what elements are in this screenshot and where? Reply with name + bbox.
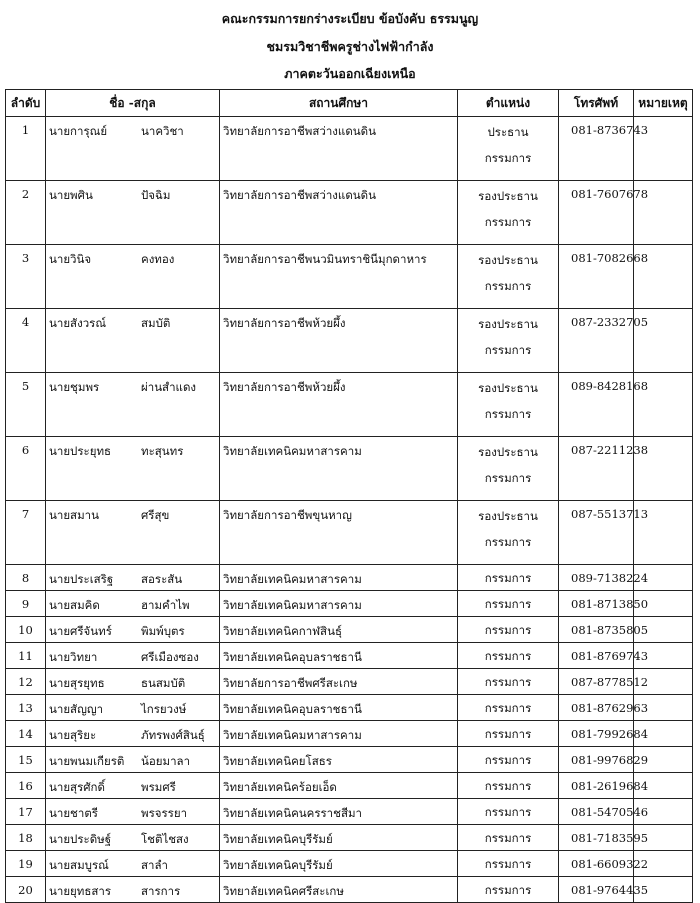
position [458,501,559,565]
table-row [6,617,693,643]
member-name [46,245,220,309]
position [458,591,559,617]
first-name: นายการุณย์ [49,124,108,138]
table-row [6,501,693,565]
member-name [46,799,220,825]
first-name: นายประยุทธ [49,444,112,458]
table-row [6,799,693,825]
table-row [6,695,693,721]
school-name: วิทยาลัยเทคนิคมหาสารคาม [220,437,458,501]
school-name: วิทยาลัยการอาชีพสว่างแดนดิน [220,117,458,181]
row-number: 9 [6,591,46,617]
first-name: นายสมาน [49,508,99,522]
row-number: 14 [6,721,46,747]
school-name: วิทยาลัยการอาชีพสว่างแดนดิน [220,181,458,245]
first-name: นายพนมเกียรติ [49,754,125,768]
position-line-1: ประธาน [487,125,529,139]
position-line-1: กรรมการ [484,649,532,663]
committee-table [5,89,693,903]
row-number: 13 [6,695,46,721]
position-line-1: กรรมการ [484,883,532,897]
phone-number: 087-8778512 [559,669,634,695]
row-number: 6 [6,437,46,501]
position [458,617,559,643]
member-name [46,669,220,695]
phone-number: 089-8428168 [559,373,634,437]
position-line-2: กรรมการ [484,151,532,165]
member-name [46,501,220,565]
phone-number: 081-7992684 [559,721,634,747]
position-line-1: รองประธาน [478,509,538,523]
first-name: นายชาตรี [49,806,98,820]
column-header-position: ตำแหน่ง [458,90,559,117]
phone-number: 081-5470546 [559,799,634,825]
row-number: 17 [6,799,46,825]
position [458,877,559,903]
phone-number: 081-8769743 [559,643,634,669]
position-line-1: กรรมการ [484,831,532,845]
phone-number: 081-8735805 [559,617,634,643]
last-name: สารการ [141,884,181,898]
member-name [46,565,220,591]
member-name [46,309,220,373]
position-line-2: กรรมการ [484,279,532,293]
first-name: นายสังวรณ์ [49,316,106,330]
position-line-2: กรรมการ [484,535,532,549]
school-name: วิทยาลัยเทคนิคอุบลราชธานี [220,695,458,721]
member-name [46,373,220,437]
school-name: วิทยาลัยเทคนิคยโสธร [220,747,458,773]
first-name: นายยุทธสาร [49,884,112,898]
position [458,117,559,181]
last-name: ศรีสุข [141,508,170,522]
member-name [46,437,220,501]
school-name: วิทยาลัยการอาชีพนวมินทราชินีมุกดาหาร [220,245,458,309]
member-name [46,643,220,669]
row-number: 12 [6,669,46,695]
table-row [6,591,693,617]
phone-number: 081-9976829 [559,747,634,773]
school-name: วิทยาลัยการอาชีพห้วยผึ้ง [220,373,458,437]
table-row [6,437,693,501]
table-row [6,851,693,877]
position-line-1: กรรมการ [484,779,532,793]
school-name: วิทยาลัยเทคนิคนครราชสีมา [220,799,458,825]
position [458,643,559,669]
first-name: นายพศิน [49,188,93,202]
first-name: นายสัญญา [49,702,104,716]
school-name: วิทยาลัยเทคนิคมหาสารคาม [220,721,458,747]
column-header-order: ลำดับ [6,90,46,117]
phone-number: 081-2619684 [559,773,634,799]
table-row [6,309,693,373]
member-name [46,591,220,617]
table-row [6,877,693,903]
last-name: ศรีเมืองซอง [141,650,199,664]
school-name: วิทยาลัยเทคนิคศรีสะเกษ [220,877,458,903]
phone-number: 087-5513713 [559,501,634,565]
position [458,695,559,721]
phone-number: 087-2211238 [559,437,634,501]
position-line-1: กรรมการ [484,753,532,767]
document-title: คณะกรรมการยกร่างระเบียบ ข้อบังคับ ธรรมนูญ [221,11,479,26]
last-name: โชติไชสง [141,832,189,846]
position [458,565,559,591]
position-line-1: กรรมการ [484,701,532,715]
school-name: วิทยาลัยเทคนิคกาฬสินธุ์ [220,617,458,643]
first-name: นายสุรยุทธ [49,676,105,690]
table-row [6,721,693,747]
table-row [6,245,693,309]
position-line-1: กรรมการ [484,727,532,741]
member-name [46,617,220,643]
position-line-1: รองประธาน [478,253,538,267]
position [458,851,559,877]
phone-number: 081-7607678 [559,181,634,245]
school-name: วิทยาลัยเทคนิคมหาสารคาม [220,565,458,591]
position-line-2: กรรมการ [484,407,532,421]
member-name [46,877,220,903]
row-number: 10 [6,617,46,643]
position-line-1: กรรมการ [484,675,532,689]
last-name: พรมศรี [141,780,176,794]
position [458,773,559,799]
row-number: 4 [6,309,46,373]
phone-number: 081-8736743 [559,117,634,181]
row-number: 20 [6,877,46,903]
position [458,437,559,501]
last-name: ธนสมบัติ [141,676,186,690]
school-name: วิทยาลัยเทคนิคร้อยเอ็ด [220,773,458,799]
member-name [46,181,220,245]
member-name [46,117,220,181]
table-row [6,643,693,669]
first-name: นายสุริยะ [49,728,97,742]
position [458,799,559,825]
last-name: สาลำ [141,858,168,872]
position-line-1: รองประธาน [478,381,538,395]
first-name: นายสมคิด [49,598,100,612]
position [458,373,559,437]
member-name [46,747,220,773]
row-number: 19 [6,851,46,877]
member-name [46,825,220,851]
school-name: วิทยาลัยเทคนิคอุบลราชธานี [220,643,458,669]
phone-number: 081-7082668 [559,245,634,309]
document-region: ภาคตะวันออกเฉียงเหนือ [284,66,416,81]
table-row [6,373,693,437]
row-number: 5 [6,373,46,437]
row-number: 16 [6,773,46,799]
last-name: สมบัติ [141,316,171,330]
document-subtitle: ชมรมวิชาชีพครูช่างไฟฟ้ากำลัง [266,39,434,54]
member-name [46,721,220,747]
phone-number: 081-7183595 [559,825,634,851]
position-line-1: รองประธาน [478,445,538,459]
position [458,825,559,851]
position-line-1: รองประธาน [478,189,538,203]
first-name: นายชุมพร [49,380,100,394]
row-number: 3 [6,245,46,309]
first-name: นายศรีจันทร์ [49,624,112,638]
row-number: 18 [6,825,46,851]
position-line-1: กรรมการ [484,571,532,585]
first-name: นายวินิจ [49,252,92,266]
column-header-name: ชื่อ -สกุล [46,90,220,117]
position [458,181,559,245]
position [458,309,559,373]
phone-number: 081-9764435 [559,877,634,903]
school-name: วิทยาลัยเทคนิคมหาสารคาม [220,591,458,617]
position-line-1: กรรมการ [484,857,532,871]
table-row [6,773,693,799]
position-line-1: รองประธาน [478,317,538,331]
row-number: 2 [6,181,46,245]
first-name: นายสุรศักดิ์ [49,780,105,794]
member-name [46,695,220,721]
table-row [6,669,693,695]
table-row [6,117,693,181]
phone-number: 081-6609322 [559,851,634,877]
table-row [6,825,693,851]
last-name: นาควิชา [141,124,184,138]
first-name: นายประเสริฐ [49,572,114,586]
row-number: 11 [6,643,46,669]
row-number: 1 [6,117,46,181]
table-header-row [6,90,693,117]
last-name: พิมพ์บุตร [141,624,185,638]
column-header-school: สถานศึกษา [220,90,458,117]
last-name: ปัจฉิม [141,188,171,202]
school-name: วิทยาลัยเทคนิคบุรีรัมย์ [220,825,458,851]
row-number: 7 [6,501,46,565]
row-number: 8 [6,565,46,591]
school-name: วิทยาลัยการอาชีพขุนหาญ [220,501,458,565]
phone-number: 089-7138224 [559,565,634,591]
position-line-2: กรรมการ [484,215,532,229]
first-name: นายประดิษฐ์ [49,832,112,846]
position-line-1: กรรมการ [484,597,532,611]
row-number: 15 [6,747,46,773]
last-name: ไกรยวงษ์ [141,702,187,716]
table-row [6,565,693,591]
position [458,747,559,773]
last-name: ผ่านสำแดง [141,380,197,394]
position [458,669,559,695]
position-line-2: กรรมการ [484,471,532,485]
member-name [46,773,220,799]
last-name: ภัทรพงศ์สินธุ์ [141,728,205,742]
last-name: ฮามคำไพ [141,598,190,612]
position-line-1: กรรมการ [484,805,532,819]
column-header-phone: โทรศัพท์ [559,90,634,117]
last-name: คงทอง [141,252,175,266]
last-name: น้อยมาลา [141,754,191,768]
position [458,721,559,747]
position-line-1: กรรมการ [484,623,532,637]
first-name: นายสมบูรณ์ [49,858,109,872]
column-header-remark: หมายเหตุ [634,90,693,117]
last-name: พรจรรยา [141,806,188,820]
last-name: ทะสุนทร [141,444,184,458]
first-name: นายวิทยา [49,650,98,664]
school-name: วิทยาลัยเทคนิคบุรีรัมย์ [220,851,458,877]
member-name [46,851,220,877]
last-name: สอระสัน [141,572,183,586]
phone-number: 081-8713850 [559,591,634,617]
table-row [6,181,693,245]
position [458,245,559,309]
table-row [6,747,693,773]
phone-number: 087-2332705 [559,309,634,373]
position-line-2: กรรมการ [484,343,532,357]
school-name: วิทยาลัยการอาชีพศรีสะเกษ [220,669,458,695]
school-name: วิทยาลัยการอาชีพห้วยผึ้ง [220,309,458,373]
phone-number: 081-8762963 [559,695,634,721]
